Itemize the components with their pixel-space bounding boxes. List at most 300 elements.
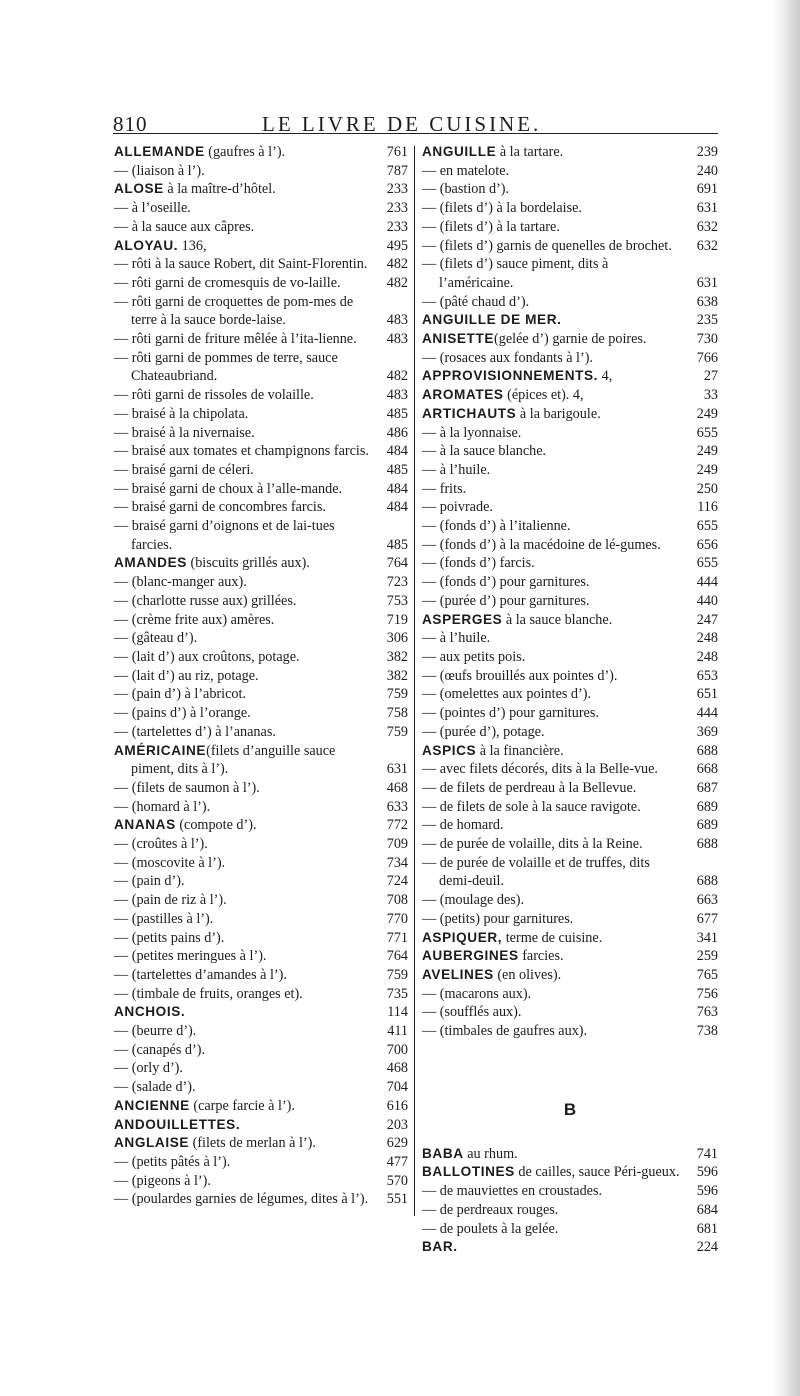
- entry-page-number: 468: [386, 1060, 408, 1077]
- entry-page-number: 249: [696, 461, 718, 478]
- entry-page-number: 233: [386, 200, 408, 217]
- page-header: [0, 112, 800, 138]
- entry-text: à la maître-d’hôtel.: [163, 181, 276, 198]
- entry-text: — rôti à la sauce Robert, dit Saint-Florentin.: [114, 256, 368, 273]
- index-entry: [422, 966, 718, 985]
- entry-text: — (liaison à l’).: [114, 162, 205, 179]
- index-entry: [422, 798, 718, 817]
- entry-page-number: 114: [387, 1004, 408, 1021]
- index-entry: [422, 685, 718, 704]
- entry-text: — (blanc-manger aux).: [114, 574, 247, 591]
- entry-page-number: 631: [386, 761, 408, 778]
- index-entry: [114, 854, 408, 873]
- entry-text: — (moulage des).: [422, 892, 525, 909]
- entry-heading: BALLOTINES: [422, 1164, 515, 1180]
- index-entry: [422, 760, 718, 779]
- index-entry: [114, 405, 408, 424]
- index-entry: [114, 1116, 408, 1135]
- index-entry: [422, 1022, 718, 1041]
- entry-page-number: 761: [386, 144, 408, 160]
- index-entry: [114, 1153, 408, 1172]
- entry-page-number: 235: [696, 312, 718, 329]
- entry-heading: ANGUILLE DE MER.: [422, 312, 562, 328]
- entry-text: — de mauviettes en croustades.: [422, 1183, 603, 1200]
- entry-text: — rôti garni de cromesquis de vo-laille.: [114, 274, 341, 291]
- entry-page-number: 764: [386, 948, 408, 965]
- entry-page-number: 629: [386, 1135, 408, 1152]
- index-entry: [114, 517, 408, 554]
- entry-text: — rôti garni de friture mêlée à l’ita-lienne.: [114, 331, 357, 348]
- index-entry: [422, 929, 718, 948]
- index-entry: [114, 1190, 408, 1209]
- entry-page-number: 382: [386, 667, 408, 684]
- entry-page-number: 341: [696, 929, 718, 946]
- index-entry: [114, 798, 408, 817]
- entry-text: — (soufflés aux).: [422, 1004, 522, 1021]
- entry-page-number: 766: [696, 349, 718, 366]
- entry-page-number: 248: [696, 630, 718, 647]
- entry-page-number: 485: [386, 536, 408, 553]
- entry-page-number: 248: [696, 648, 718, 665]
- index-entry: [114, 498, 408, 517]
- index-entry: [114, 723, 408, 742]
- entry-heading: ANISETTE: [422, 331, 495, 347]
- index-entry: [422, 424, 718, 443]
- index-entry: [422, 611, 718, 630]
- index-entry: [422, 573, 718, 592]
- entry-heading: ALLEMANDE: [114, 144, 205, 159]
- entry-page-number: 741: [696, 1145, 718, 1162]
- index-entry: [422, 947, 718, 966]
- entry-text: — de homard.: [422, 817, 504, 834]
- index-entry: [422, 367, 718, 386]
- entry-text: — braisé garni de céleri.: [114, 461, 254, 478]
- entry-text: — à la sauce blanche.: [422, 443, 547, 460]
- entry-page-number: 477: [386, 1153, 408, 1170]
- entry-text: — (petits pâtés à l’).: [114, 1153, 231, 1170]
- index-entry: [422, 891, 718, 910]
- index-entry: [422, 742, 718, 761]
- entry-text: — (pigeons à l’).: [114, 1172, 211, 1189]
- entry-page-number: 486: [386, 424, 408, 441]
- entry-page-number: 651: [696, 686, 718, 703]
- index-entry: [422, 1003, 718, 1022]
- entry-page-number: 616: [386, 1097, 408, 1114]
- entry-page-number: 483: [386, 331, 408, 348]
- entry-page-number: 444: [696, 574, 718, 591]
- entry-text: terme de cuisine.: [502, 929, 603, 946]
- entry-page-number: 763: [696, 1004, 718, 1021]
- column-divider: [414, 146, 415, 1216]
- entry-text: — braisé garni d’oignons et de lai-tues farcies.: [114, 518, 335, 553]
- entry-text: à la barigoule.: [516, 405, 601, 422]
- index-entry: [422, 1220, 718, 1239]
- entry-text: — (lait d’) au riz, potage.: [114, 667, 259, 684]
- entry-page-number: 495: [386, 237, 408, 254]
- index-entry: [114, 1022, 408, 1041]
- index-entry: [422, 1201, 718, 1220]
- entry-page-number: 704: [386, 1079, 408, 1096]
- index-entry: [114, 461, 408, 480]
- entry-page-number: 631: [696, 200, 718, 217]
- entry-text: — de poulets à la gelée.: [422, 1220, 559, 1237]
- entry-heading: AVELINES: [422, 966, 494, 982]
- entry-page-number: 570: [386, 1172, 408, 1189]
- entry-page-number: 759: [386, 723, 408, 740]
- entry-heading: ANCIENNE: [114, 1097, 190, 1113]
- entry-text: — braisé garni de concombres farcis.: [114, 499, 326, 516]
- entry-text: — (filets de saumon à l’).: [114, 779, 260, 796]
- entry-page-number: 730: [696, 331, 718, 348]
- index-entry: [114, 611, 408, 630]
- entry-page-number: 759: [386, 686, 408, 703]
- index-entry: [114, 162, 408, 181]
- entry-text: — (pains d’) à l’orange.: [114, 705, 251, 722]
- entry-text: — (timbale de fruits, oranges et).: [114, 985, 303, 1002]
- entry-text: — (lait d’) aux croûtons, potage.: [114, 648, 300, 665]
- index-entry: [422, 330, 718, 349]
- entry-text: (carpe farcie à l’).: [189, 1097, 295, 1114]
- index-entry: [114, 910, 408, 929]
- page-edge-shadow: [774, 0, 800, 1396]
- section-spacer: [422, 1041, 718, 1075]
- entry-text: — (salade d’).: [114, 1079, 196, 1096]
- entry-page-number: 203: [386, 1116, 408, 1133]
- entry-text: — à la lyonnaise.: [422, 424, 522, 441]
- entry-text: — en matelote.: [422, 162, 510, 179]
- entry-heading: BAR.: [422, 1239, 458, 1255]
- entry-page-number: 684: [696, 1201, 718, 1218]
- entry-text: (filets d’anguille sauce piment, dits à l’).: [131, 742, 336, 778]
- entry-page-number: 27: [703, 368, 718, 385]
- index-entry: [422, 554, 718, 573]
- entry-text: — (tartelettes d’amandes à l’).: [114, 966, 287, 983]
- index-entry: [114, 1003, 408, 1022]
- index-entry: [114, 1134, 408, 1153]
- entry-text: (en olives).: [493, 966, 562, 983]
- entry-text: — braisé à la nivernaise.: [114, 424, 255, 441]
- entry-text: (biscuits grillés aux).: [186, 555, 310, 572]
- index-column-left: [114, 143, 408, 1209]
- index-entry: [114, 442, 408, 461]
- entry-text: à la sauce blanche.: [502, 611, 613, 628]
- entry-heading: ANANAS: [114, 817, 176, 833]
- index-entry: [422, 442, 718, 461]
- entry-page-number: 369: [696, 723, 718, 740]
- entry-page-number: 247: [696, 611, 718, 628]
- entry-text: — de filets de sole à la sauce ravigote.: [422, 798, 641, 815]
- entry-page-number: 382: [386, 648, 408, 665]
- entry-page-number: 482: [386, 274, 408, 291]
- entry-heading: ANGLAISE: [114, 1135, 190, 1151]
- entry-page-number: 735: [386, 985, 408, 1002]
- entry-page-number: 249: [696, 405, 718, 422]
- entry-page-number: 551: [386, 1191, 408, 1208]
- entry-heading: AUBERGINES: [422, 948, 519, 964]
- running-title: LE LIVRE DE CUISINE.: [262, 112, 542, 136]
- entry-page-number: 708: [386, 892, 408, 909]
- index-entry: [114, 629, 408, 648]
- entry-text: — (petits) pour garnitures.: [422, 910, 574, 927]
- entry-text: — (rosaces aux fondants à l’).: [422, 349, 593, 366]
- entry-text: — rôti garni de rissoles de volaille.: [114, 387, 314, 404]
- index-entry: [114, 929, 408, 948]
- entry-text: — poivrade.: [422, 499, 493, 516]
- entry-page-number: 709: [386, 836, 408, 853]
- entry-text: — aux petits pois.: [422, 648, 526, 665]
- entry-heading: ANCHOIS.: [114, 1004, 186, 1020]
- index-entry: [114, 573, 408, 592]
- entry-heading: AMANDES: [114, 555, 187, 571]
- index-entry: [422, 199, 718, 218]
- entry-text: — (timbales de gaufres aux).: [422, 1023, 588, 1040]
- index-entry: [114, 1078, 408, 1097]
- entry-page-number: 663: [696, 892, 718, 909]
- entry-text: — (crème frite aux) amères.: [114, 611, 275, 628]
- entry-text: — (filets d’) à la bordelaise.: [422, 200, 582, 217]
- entry-page-number: 655: [696, 424, 718, 441]
- entry-page-number: 484: [386, 480, 408, 497]
- index-entry: [114, 648, 408, 667]
- entry-text: — braisé garni de choux à l’alle-mande.: [114, 480, 343, 497]
- index-entry: [422, 162, 718, 181]
- entry-page-number: 116: [697, 499, 718, 516]
- index-entry: [114, 835, 408, 854]
- entry-text: — (fonds d’) pour garnitures.: [422, 574, 590, 591]
- entry-page-number: 758: [386, 705, 408, 722]
- entry-page-number: 700: [386, 1041, 408, 1058]
- index-entry: [422, 779, 718, 798]
- entry-page-number: 677: [696, 910, 718, 927]
- entry-page-number: 688: [696, 836, 718, 853]
- entry-text: — (tartelettes d’) à l’ananas.: [114, 723, 276, 740]
- entry-page-number: 765: [696, 966, 718, 983]
- entry-page-number: 444: [696, 705, 718, 722]
- entry-page-number: 638: [696, 293, 718, 310]
- index-entry: [422, 180, 718, 199]
- entry-page-number: 482: [386, 368, 408, 385]
- entry-page-number: 668: [696, 761, 718, 778]
- entry-text: — braisé aux tomates et champignons farcis.: [114, 443, 369, 460]
- entry-text: au rhum.: [463, 1145, 518, 1162]
- entry-page-number: 691: [696, 181, 718, 198]
- index-entry: [422, 405, 718, 424]
- entry-text: — (purée d’) pour garnitures.: [422, 592, 590, 609]
- index-entry: [114, 1059, 408, 1078]
- entry-text: — (pâté chaud d’).: [422, 293, 530, 310]
- entry-text: — (homard à l’).: [114, 798, 211, 815]
- index-entry: [114, 199, 408, 218]
- index-entry: [114, 872, 408, 891]
- index-entry: [422, 218, 718, 237]
- entry-page-number: 485: [386, 461, 408, 478]
- entry-text: — à l’huile.: [422, 630, 491, 647]
- index-entry: [422, 985, 718, 1004]
- entry-text: — (poulardes garnies de légumes, dites à l’).: [114, 1191, 369, 1208]
- index-entry: [114, 1041, 408, 1060]
- index-entry: [114, 685, 408, 704]
- entry-page-number: 468: [386, 779, 408, 796]
- entry-page-number: 33: [703, 387, 718, 404]
- index-entry: [114, 274, 408, 293]
- index-entry: [422, 816, 718, 835]
- entry-text: — avec filets décorés, dits à la Belle-vue.: [422, 761, 658, 778]
- index-entry: [114, 667, 408, 686]
- entry-page-number: 250: [696, 480, 718, 497]
- entry-page-number: 771: [386, 929, 408, 946]
- entry-page-number: 724: [386, 873, 408, 890]
- entry-heading: AMÉRICAINE: [114, 742, 207, 758]
- entry-page-number: 753: [386, 592, 408, 609]
- index-entry: [114, 891, 408, 910]
- entry-page-number: 689: [696, 798, 718, 815]
- entry-heading: APPROVISIONNEMENTS.: [422, 368, 599, 384]
- entry-page-number: 759: [386, 966, 408, 983]
- index-entry: [422, 910, 718, 929]
- index-entry: [114, 349, 408, 386]
- entry-text: — (gâteau d’).: [114, 630, 198, 647]
- entry-heading: ANDOUILLETTES.: [114, 1116, 241, 1132]
- entry-text: — de purée de volaille et de truffes, dits demi-deuil.: [422, 854, 650, 890]
- entry-text: — (œufs brouillés aux pointes d’).: [422, 667, 618, 684]
- entry-text: — rôti garni de croquettes de pom-mes de terre à la sauce borde-laise.: [114, 293, 354, 329]
- entry-page-number: 233: [386, 218, 408, 235]
- entry-page-number: 233: [386, 181, 408, 198]
- entry-text: — (omelettes aux pointes d’).: [422, 686, 592, 703]
- index-entry: [422, 498, 718, 517]
- index-entry: [422, 349, 718, 368]
- entry-heading: ASPIQUER,: [422, 929, 503, 945]
- index-entry: [114, 218, 408, 237]
- entry-text: — à la sauce aux câpres.: [114, 218, 255, 235]
- index-entry: [422, 723, 718, 742]
- index-entry: [114, 143, 408, 162]
- entry-text: — (pain d’) à l’abricot.: [114, 686, 246, 703]
- entry-page-number: 259: [696, 948, 718, 965]
- index-entry: [114, 742, 408, 779]
- entry-text: — (purée d’), potage.: [422, 723, 545, 740]
- entry-text: — (fonds d’) à l’italienne.: [422, 518, 571, 535]
- index-entry: [422, 667, 718, 686]
- index-entry: [114, 386, 408, 405]
- entry-page-number: 440: [696, 592, 718, 609]
- entry-page-number: 485: [386, 405, 408, 422]
- entry-heading: ALOYAU.: [114, 237, 179, 253]
- index-entry: [114, 1097, 408, 1116]
- entry-text: (filets de merlan à l’).: [189, 1135, 316, 1152]
- entry-page-number: 655: [696, 518, 718, 535]
- entry-heading: ASPICS: [422, 742, 477, 758]
- entry-text: — (fonds d’) farcis.: [422, 555, 535, 572]
- entry-page-number: 687: [696, 779, 718, 796]
- entry-text: 136,: [178, 237, 207, 254]
- entry-text: — à l’huile.: [422, 461, 491, 478]
- entry-text: — frits.: [422, 480, 467, 497]
- page-number: 810: [113, 112, 148, 136]
- entry-text: — (beurre d’).: [114, 1023, 197, 1040]
- entry-page-number: 224: [696, 1239, 718, 1256]
- entry-heading: BABA: [422, 1145, 464, 1161]
- entry-text: (épices et). 4,: [503, 387, 584, 404]
- index-entry: [422, 461, 718, 480]
- index-entry: [422, 1238, 718, 1257]
- index-entry: [114, 816, 408, 835]
- index-entry: [422, 648, 718, 667]
- entry-text: — (petites meringues à l’).: [114, 948, 267, 965]
- entry-page-number: 787: [386, 162, 408, 179]
- index-entry: [114, 330, 408, 349]
- entry-text: — (charlotte russe aux) grillées.: [114, 592, 297, 609]
- entry-page-number: 656: [696, 536, 718, 553]
- index-entry: [422, 1182, 718, 1201]
- index-entry: [422, 237, 718, 256]
- entry-text: de cailles, sauce Péri-gueux.: [514, 1164, 680, 1181]
- index-entry: [422, 143, 718, 162]
- entry-page-number: 633: [386, 798, 408, 815]
- entry-page-number: 770: [386, 910, 408, 927]
- index-entry: [114, 985, 408, 1004]
- index-entry: [114, 554, 408, 573]
- entry-page-number: 411: [387, 1023, 408, 1040]
- entry-page-number: 756: [696, 985, 718, 1002]
- entry-text: — (fonds d’) à la macédoine de lé-gumes.: [422, 536, 661, 553]
- entry-text: — (bastion d’).: [422, 181, 510, 198]
- index-entry: [114, 966, 408, 985]
- entry-page-number: 484: [386, 499, 408, 516]
- entry-page-number: 632: [696, 218, 718, 235]
- entry-text: — (pastilles à l’).: [114, 910, 214, 927]
- entry-page-number: 764: [386, 555, 408, 572]
- entry-page-number: 738: [696, 1023, 718, 1040]
- entry-page-number: 681: [696, 1220, 718, 1237]
- entry-text: (gelée d’) garnie de poires.: [494, 331, 647, 348]
- entry-text: — (moscovite à l’).: [114, 854, 226, 871]
- entry-page-number: 482: [386, 256, 408, 273]
- entry-text: — rôti garni de pommes de terre, sauce Chateaubriand.: [114, 349, 338, 385]
- entry-page-number: 734: [386, 854, 408, 871]
- entry-heading: ASPERGES: [422, 611, 503, 627]
- index-entry: [114, 237, 408, 256]
- entry-page-number: 655: [696, 555, 718, 572]
- index-entry: [114, 293, 408, 330]
- index-entry: [114, 255, 408, 274]
- entry-page-number: 484: [386, 443, 408, 460]
- index-entry: [422, 293, 718, 312]
- section-letter-heading: B: [563, 1099, 577, 1119]
- entry-page-number: 596: [696, 1164, 718, 1181]
- index-column-right: [422, 143, 718, 1257]
- header-rule: [113, 133, 718, 134]
- entry-heading: ARTICHAUTS: [422, 405, 517, 421]
- entry-page-number: 772: [386, 817, 408, 834]
- entry-text: — (macarons aux).: [422, 985, 532, 1002]
- entry-page-number: 239: [696, 144, 718, 160]
- entry-page-number: 240: [696, 162, 718, 179]
- index-entry: [114, 424, 408, 443]
- entry-page-number: 688: [696, 742, 718, 759]
- index-entry: [422, 517, 718, 536]
- entry-text: à la tartare.: [496, 144, 564, 160]
- entry-text: — à l’oseille.: [114, 200, 191, 217]
- index-entry: [114, 947, 408, 966]
- entry-text: (gaufres à l’).: [204, 144, 286, 160]
- entry-text: — (canapés d’).: [114, 1041, 205, 1058]
- index-entry: [422, 386, 718, 405]
- entry-page-number: 483: [386, 312, 408, 329]
- entry-text: — (pointes d’) pour garnitures.: [422, 705, 599, 722]
- entry-text: — (petits pains d’).: [114, 929, 225, 946]
- index-entry: [422, 480, 718, 499]
